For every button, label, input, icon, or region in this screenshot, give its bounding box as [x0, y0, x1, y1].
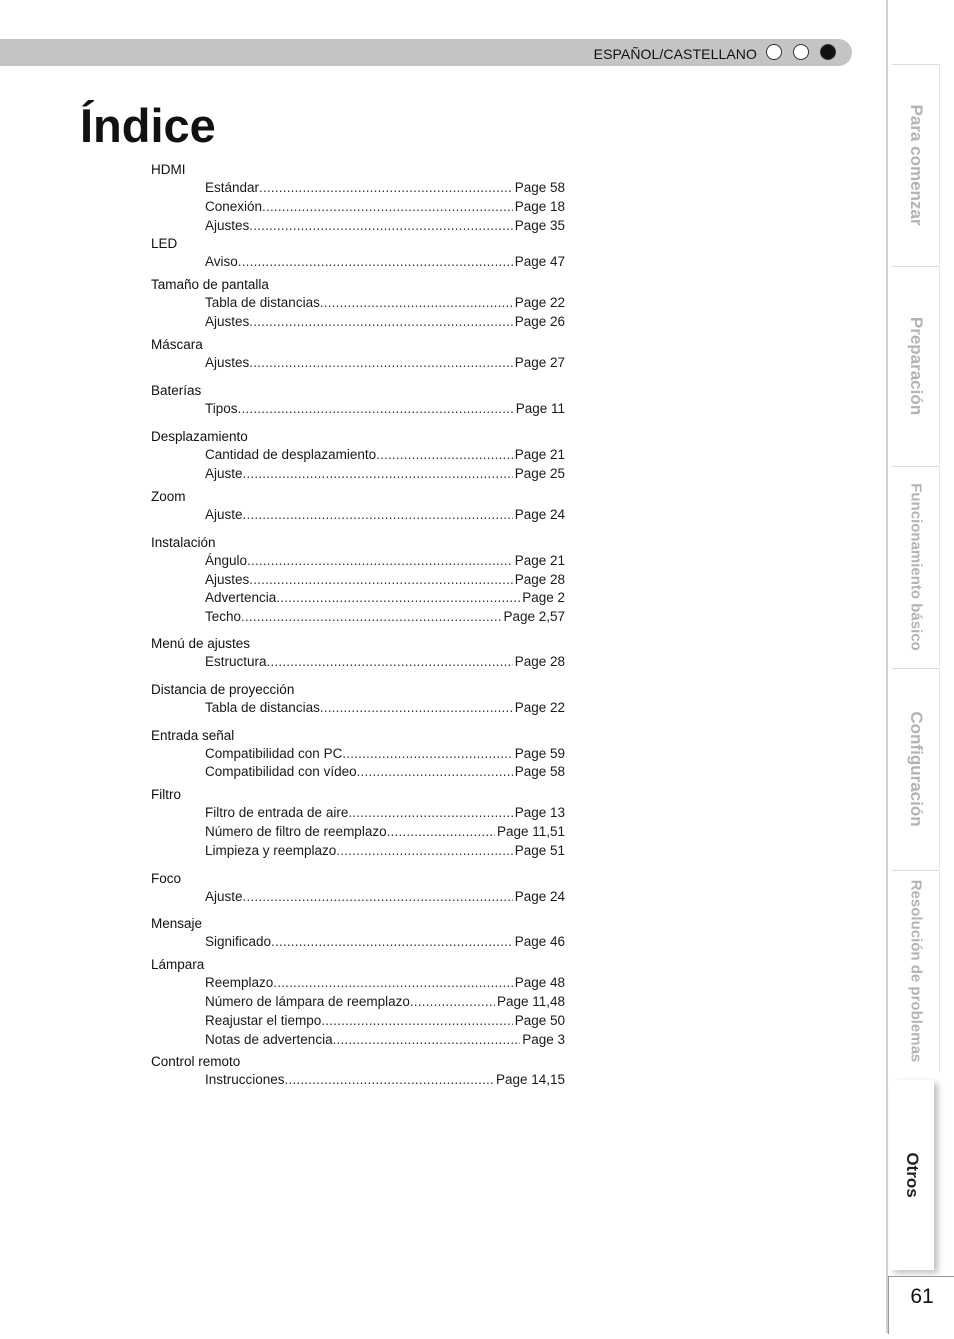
index-entry-page: Page 14,15: [495, 1072, 565, 1088]
index-entry-page: Page 48: [514, 975, 565, 991]
index-group-title: Entrada señal: [151, 727, 235, 743]
index-group-title: Baterías: [151, 382, 202, 398]
index-entry-page: Page 2: [522, 590, 565, 606]
index-entry-label: Número de filtro de reemplazo: [205, 823, 387, 839]
index-entry-label: Ajuste: [205, 888, 243, 904]
index-entry-label: Ajustes: [205, 354, 250, 370]
index-group: [151, 235, 565, 272]
index-entry-page: Page 46: [514, 934, 565, 950]
index-group: [151, 488, 565, 525]
index-entry-label: Tipos: [205, 400, 238, 416]
index-entry-label: Ajustes: [205, 217, 250, 233]
tab-para-comenzar[interactable]: [892, 64, 940, 265]
index-entry: [205, 608, 565, 627]
index-group: [151, 681, 565, 718]
index-entry-label: Reemplazo: [205, 975, 274, 991]
dot-leader: [348, 804, 512, 823]
index-group-title: Control remoto: [151, 1054, 241, 1070]
index-entry-page: Page 58: [514, 180, 565, 195]
index-entry: [205, 179, 565, 198]
index-entry-page: Page 24: [514, 888, 565, 904]
dot-leader: [336, 842, 512, 861]
index-entry: [205, 823, 565, 842]
index-entry-page: Page 24: [514, 506, 565, 522]
index-group-title: LED: [151, 236, 178, 252]
page-number: 61: [888, 1276, 954, 1334]
index-entry-label: Filtro de entrada de aire: [205, 805, 349, 821]
dot-leader: [410, 993, 495, 1012]
index-group-title: Zoom: [151, 488, 186, 504]
index-entry: [205, 354, 565, 373]
index-entry-label: Instrucciones: [205, 1072, 285, 1088]
index-group-title: Tamaño de pantalla: [151, 277, 269, 293]
index-group-title: Filtro: [151, 787, 181, 803]
tab-preparacion[interactable]: [892, 266, 940, 465]
index-entry-label: Ajuste: [205, 506, 243, 522]
index-entry: [205, 1071, 565, 1090]
index-group: [151, 956, 565, 1049]
tab-label: Resolución de problemas: [907, 879, 924, 1063]
index-entry: [205, 653, 565, 672]
index-entry: [205, 506, 565, 525]
dot-leader: [333, 1031, 521, 1050]
tab-label: Configuración: [906, 711, 926, 827]
index-entry-label: Reajustar el tiempo: [205, 1012, 322, 1028]
index-group-title: Instalación: [151, 534, 216, 550]
index-entry-page: Page 58: [514, 764, 565, 780]
tab-configuracion[interactable]: [892, 668, 940, 869]
language-label: ESPAÑOL/CASTELLANO: [593, 46, 757, 62]
index-entry-label: Conexión: [205, 198, 263, 214]
dot-leader: [249, 217, 512, 236]
dot-leader: [320, 294, 513, 313]
index-entry-page: Page 35: [514, 217, 565, 233]
index-group-title: Lámpara: [151, 957, 205, 973]
index-entry-label: Significado: [205, 934, 272, 950]
index-entry-label: Ajustes: [205, 313, 250, 329]
index-entry-label: Estructura: [205, 653, 267, 669]
dot-leader: [271, 933, 513, 952]
index-entry-page: Page 18: [514, 198, 565, 214]
index-group: [151, 915, 565, 952]
index-entry: [205, 974, 565, 993]
index-group: [151, 428, 565, 484]
index-entry-page: Page 11: [515, 400, 565, 416]
index-entry: [205, 1012, 565, 1031]
index-group: [151, 870, 565, 907]
index-entry-label: Ángulo: [205, 552, 248, 568]
index-group: [151, 382, 565, 419]
index-entry-label: Notas de advertencia: [205, 1031, 333, 1047]
index-entry: [205, 842, 565, 861]
index-group: [151, 727, 565, 783]
index-entry: [205, 699, 565, 718]
index-group: [151, 161, 565, 235]
dot-leader: [357, 763, 513, 782]
dot-leader: [243, 506, 513, 525]
index-entry-label: Ajuste: [205, 466, 243, 482]
index-group: [151, 635, 565, 672]
tab-resolucion-de-problemas[interactable]: [892, 870, 940, 1071]
language-indicator-circle: [793, 44, 809, 60]
index-entry-page: Page 50: [514, 1012, 565, 1028]
index-entry-label: Estándar: [205, 180, 260, 195]
tab-label: Funcionamiento básico: [907, 483, 924, 651]
index-entry-page: Page 2,57: [503, 609, 565, 625]
page-title: Índice: [80, 99, 216, 152]
index-group: [151, 786, 565, 860]
index-entry: [205, 763, 565, 782]
dot-leader: [342, 745, 512, 764]
tab-label: Preparación: [906, 316, 926, 416]
index-entry-label: Número de lámpara de reemplazo: [205, 993, 410, 1009]
index-entry: [205, 571, 565, 590]
index-entry: [205, 1031, 565, 1050]
index-entry: [205, 465, 565, 484]
index-entry: [205, 933, 565, 952]
index-group: [151, 1053, 565, 1090]
dot-leader: [249, 354, 512, 373]
index-entry-label: Ajustes: [205, 571, 250, 587]
dot-leader: [321, 1012, 512, 1031]
index-entry-page: Page 21: [514, 447, 565, 463]
index-entry-page: Page 21: [514, 552, 565, 568]
index-entry-label: Advertencia: [205, 590, 277, 606]
index-entry: [205, 446, 565, 465]
index-entry: [205, 888, 565, 907]
dot-leader: [273, 974, 512, 993]
index-entry: [205, 804, 565, 823]
dot-leader: [238, 253, 513, 272]
index-entry-label: Compatibilidad con vídeo: [205, 764, 357, 780]
index-entry-page: Page 47: [514, 254, 565, 270]
index-entry-page: Page 11,48: [496, 993, 565, 1009]
dot-leader: [259, 179, 513, 198]
index-group: [151, 534, 565, 627]
index-entry-label: Limpieza y reemplazo: [205, 842, 337, 858]
tab-funcionamiento-basico[interactable]: [892, 466, 940, 667]
index-entry: [205, 313, 565, 332]
dot-leader: [376, 446, 513, 465]
tab-otros[interactable]: [890, 1080, 934, 1270]
index-entry: [205, 745, 565, 764]
dot-leader: [249, 313, 512, 332]
index-entry: [205, 217, 565, 236]
index-entry-page: Page 13: [514, 805, 565, 821]
dot-leader: [387, 823, 495, 842]
dot-leader: [238, 400, 514, 419]
index-entry: [205, 294, 565, 313]
dot-leader: [320, 699, 513, 718]
sidebar: [886, 0, 954, 1339]
index-entry-page: Page 22: [514, 699, 565, 715]
index-entry-page: Page 3: [522, 1031, 565, 1047]
index-entry-page: Page 11,51: [496, 823, 565, 839]
index-entry-label: Compatibilidad con PC: [205, 745, 343, 761]
index-entry: [205, 552, 565, 571]
index-entry-page: Page 22: [514, 295, 565, 311]
index-entry: [205, 993, 565, 1012]
dot-leader: [285, 1071, 494, 1090]
header-bar: [0, 39, 852, 66]
index-entry: [205, 400, 565, 419]
index-group: [151, 276, 565, 332]
index-group-title: HDMI: [151, 162, 186, 177]
index-entry-page: Page 28: [514, 653, 565, 669]
index-entry-page: Page 59: [514, 745, 565, 761]
language-indicator-circle: [766, 44, 782, 60]
index-entry-page: Page 51: [514, 842, 565, 858]
index-group-title: Mensaje: [151, 916, 203, 932]
index-entry: [205, 253, 565, 272]
dot-leader: [241, 608, 501, 627]
tab-label: Para comenzar: [906, 104, 926, 226]
language-indicator-circle-active: [820, 44, 836, 60]
index-entry-page: Page 28: [514, 571, 565, 587]
index-entry: [205, 198, 565, 217]
index-entry-page: Page 27: [514, 354, 565, 370]
index-entry: [205, 589, 565, 608]
index-entry-label: Tabla de distancias: [205, 295, 320, 311]
index-group-title: Menú de ajustes: [151, 635, 251, 651]
index-entry-label: Tabla de distancias: [205, 699, 320, 715]
dot-leader: [243, 888, 513, 907]
index-entry-label: Aviso: [205, 254, 238, 270]
index-group-title: Máscara: [151, 336, 203, 352]
index-group: [151, 336, 565, 373]
index-entry-label: Cantidad de desplazamiento: [205, 447, 377, 463]
tab-label: Otros: [903, 1152, 922, 1198]
dot-leader: [243, 465, 513, 484]
dot-leader: [249, 571, 512, 590]
sidebar-edge: [886, 0, 888, 1333]
index-entry-page: Page 25: [514, 466, 565, 482]
dot-leader: [267, 653, 513, 672]
dot-leader: [247, 552, 513, 571]
index-entry-label: Techo: [205, 609, 242, 625]
dot-leader: [276, 589, 520, 608]
index-list: [151, 161, 565, 1090]
index-entry-page: Page 26: [514, 313, 565, 329]
index-group-title: Foco: [151, 870, 182, 886]
dot-leader: [262, 198, 513, 217]
index-group-title: Desplazamiento: [151, 429, 248, 445]
index-group-title: Distancia de proyección: [151, 681, 295, 697]
